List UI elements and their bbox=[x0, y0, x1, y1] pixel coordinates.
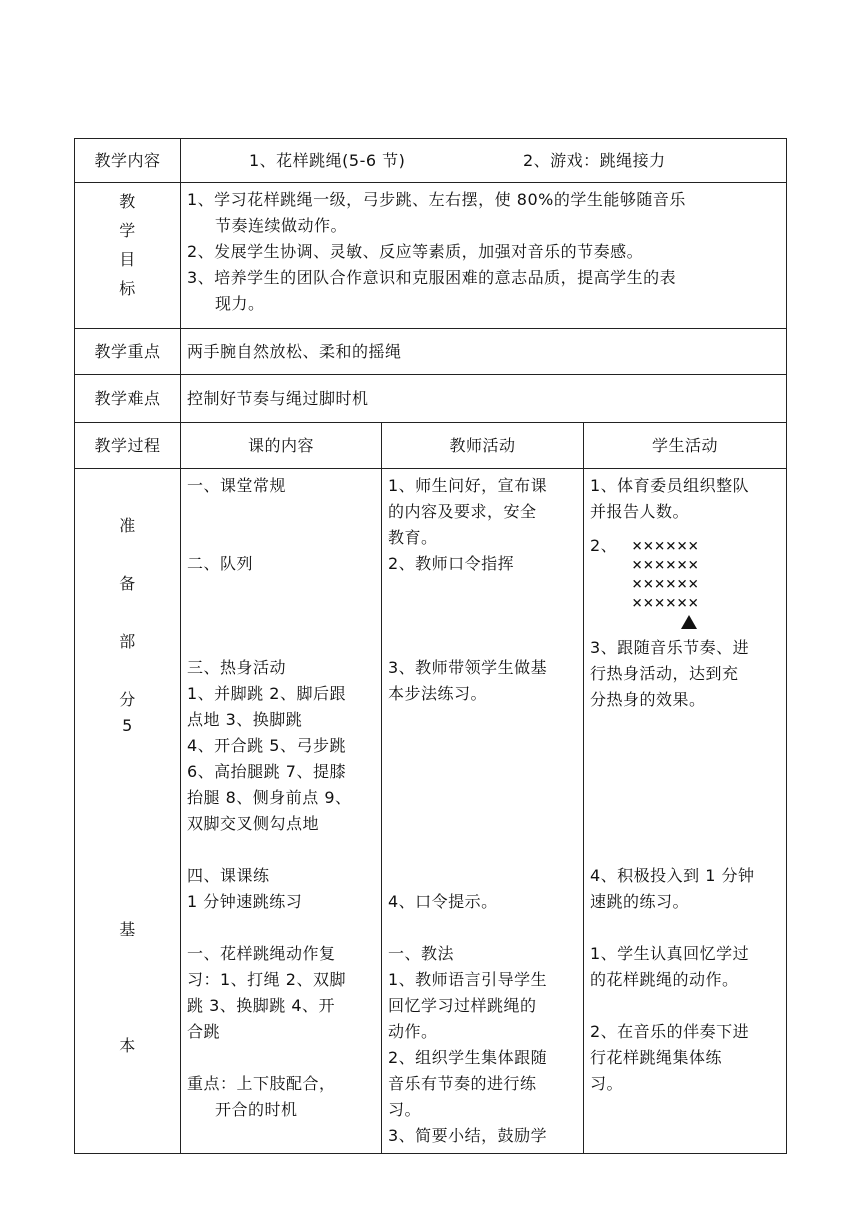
goal-text: 1、学习花样跳绳一级，弓步跳、左右摆，使 80%的学生能够随音乐 bbox=[187, 190, 686, 209]
key-point-row bbox=[75, 329, 787, 375]
content-label: 教学内容 bbox=[75, 139, 181, 183]
section-label-char: 本 bbox=[119, 1036, 136, 1055]
formation-diagram bbox=[590, 533, 780, 629]
student-line: 2、在音乐的伴奏下进 bbox=[590, 1022, 750, 1041]
goals-label-char: 学 bbox=[119, 221, 136, 240]
student-line: 习。 bbox=[590, 1074, 624, 1093]
col-content-header: 课的内容 bbox=[181, 423, 382, 469]
goals-label-char: 教 bbox=[119, 192, 136, 211]
student-line: 1、体育委员组织整队 bbox=[590, 476, 750, 495]
key-point-text: 两手腕自然放松、柔和的摇绳 bbox=[181, 329, 787, 375]
student-column bbox=[584, 469, 787, 1154]
content-line: 6、高抬腿跳 7、提膝 bbox=[187, 762, 346, 781]
teacher-line: 3、简要小结，鼓励学 bbox=[388, 1126, 548, 1145]
student-line: 1、学生认真回忆学过 bbox=[590, 944, 750, 963]
student-line: 行花样跳绳集体练 bbox=[590, 1048, 723, 1067]
content-line: 点地 3、换脚跳 bbox=[187, 710, 303, 729]
content-s1: 一、课堂常规 bbox=[187, 476, 287, 495]
teacher-position-icon bbox=[681, 615, 697, 629]
goal-text: 3、培养学生的团队合作意识和克服困难的意志品质，提高学生的表 bbox=[187, 268, 677, 287]
goals-label-char: 标 bbox=[119, 279, 136, 298]
teacher-line: 1、教师语言引导学生 bbox=[388, 970, 548, 989]
student-line: 分热身的效果。 bbox=[590, 690, 706, 709]
teacher-line: 2、组织学生集体跟随 bbox=[388, 1048, 548, 1067]
content-line: 4、开合跳 5、弓步跳 bbox=[187, 736, 346, 755]
content-line: 双脚交叉侧勾点地 bbox=[187, 814, 320, 833]
difficulty-text: 控制好节奏与绳过脚时机 bbox=[181, 375, 787, 423]
content-item-2: 2、游戏：跳绳接力 bbox=[522, 150, 666, 170]
teacher-line: 教育。 bbox=[388, 528, 438, 547]
goal-text-cont: 节奏连续做动作。 bbox=[215, 216, 348, 235]
content-s3: 三、热身活动 bbox=[187, 658, 287, 677]
process-label: 教学过程 bbox=[75, 423, 181, 469]
content-row bbox=[75, 139, 787, 183]
content-line: 习：1、打绳 2、双脚 bbox=[187, 970, 346, 989]
teacher-line: 习。 bbox=[388, 1100, 422, 1119]
goals-label-char: 目 bbox=[119, 250, 136, 269]
teacher-line: 3、教师带领学生做基 bbox=[388, 658, 548, 677]
content-s2: 二、队列 bbox=[187, 554, 254, 573]
content-line: 一、花样跳绳动作复 bbox=[187, 944, 336, 963]
key-point-note: 重点：上下肢配合， bbox=[187, 1074, 336, 1093]
col-student-header: 学生活动 bbox=[584, 423, 787, 469]
key-point-label: 教学重点 bbox=[75, 329, 181, 375]
goals-row bbox=[75, 183, 787, 329]
section-label-char: 备 bbox=[119, 574, 136, 593]
student-line: 行热身活动，达到充 bbox=[590, 664, 739, 683]
prep-section-label bbox=[81, 497, 174, 729]
goal-text-cont: 现力。 bbox=[215, 294, 265, 313]
goal-item bbox=[187, 239, 780, 265]
formation-row: ×××××× bbox=[632, 593, 700, 613]
section-label-char: 分 bbox=[119, 690, 136, 709]
teacher-line: 回忆学习过样跳绳的 bbox=[388, 996, 537, 1015]
content-line: 合跳 bbox=[187, 1022, 221, 1041]
formation-row: ×××××× bbox=[632, 536, 700, 556]
goal-item bbox=[187, 265, 780, 317]
student-line: 速跳的练习。 bbox=[590, 892, 690, 911]
teacher-line: 本步法练习。 bbox=[388, 684, 488, 703]
content-line: 1 分钟速跳练习 bbox=[187, 892, 303, 911]
content-column bbox=[181, 469, 382, 1154]
teacher-line: 4、口令提示。 bbox=[388, 892, 498, 911]
basic-section-label bbox=[81, 917, 174, 1059]
teacher-column bbox=[382, 469, 584, 1154]
process-header-row bbox=[75, 423, 787, 469]
content-s4: 四、课课练 bbox=[187, 866, 270, 885]
student-line: 4、积极投入到 1 分钟 bbox=[590, 866, 755, 885]
formation-row: ×××××× bbox=[632, 555, 700, 575]
student-line: 的花样跳绳的动作。 bbox=[590, 970, 739, 989]
col-teacher-header: 教师活动 bbox=[382, 423, 584, 469]
section-label-char: 部 bbox=[119, 632, 136, 651]
teacher-line: 2、教师口令指挥 bbox=[388, 554, 515, 573]
content-line: 跳 3、换脚跳 4、开 bbox=[187, 996, 336, 1015]
student-line: 3、跟随音乐节奏、进 bbox=[590, 638, 750, 657]
goal-text: 2、发展学生协调、灵敏、反应等素质，加强对音乐的节奏感。 bbox=[187, 242, 644, 261]
goals-list bbox=[181, 183, 787, 329]
teacher-line: 动作。 bbox=[388, 1022, 438, 1041]
difficulty-label: 教学难点 bbox=[75, 375, 181, 423]
section-label-char: 基 bbox=[119, 920, 136, 939]
student-line: 并报告人数。 bbox=[590, 502, 690, 521]
content-value bbox=[181, 139, 787, 183]
difficulty-row bbox=[75, 375, 787, 423]
formation-row: ×××××× bbox=[632, 574, 700, 594]
teacher-line: 1、师生问好，宣布课 bbox=[388, 476, 548, 495]
content-line: 1、并脚跳 2、脚后跟 bbox=[187, 684, 346, 703]
lesson-plan-table bbox=[74, 138, 787, 1154]
content-line: 抬腿 8、侧身前点 9、 bbox=[187, 788, 352, 807]
goals-label bbox=[75, 183, 181, 329]
process-body-row bbox=[75, 469, 787, 1154]
key-point-note-cont: 开合的时机 bbox=[215, 1100, 298, 1119]
student-line: 2、 bbox=[590, 536, 618, 555]
teacher-line: 一、教法 bbox=[388, 944, 455, 963]
goal-item bbox=[187, 187, 780, 239]
teacher-line: 音乐有节奏的进行练 bbox=[388, 1074, 537, 1093]
section-label-char: 准 bbox=[119, 516, 136, 535]
section-duration: 5 bbox=[122, 716, 133, 735]
content-item-1: 1、花样跳绳(5-6 节) bbox=[249, 150, 406, 170]
section-labels bbox=[75, 469, 181, 1154]
teacher-line: 的内容及要求，安全 bbox=[388, 502, 537, 521]
